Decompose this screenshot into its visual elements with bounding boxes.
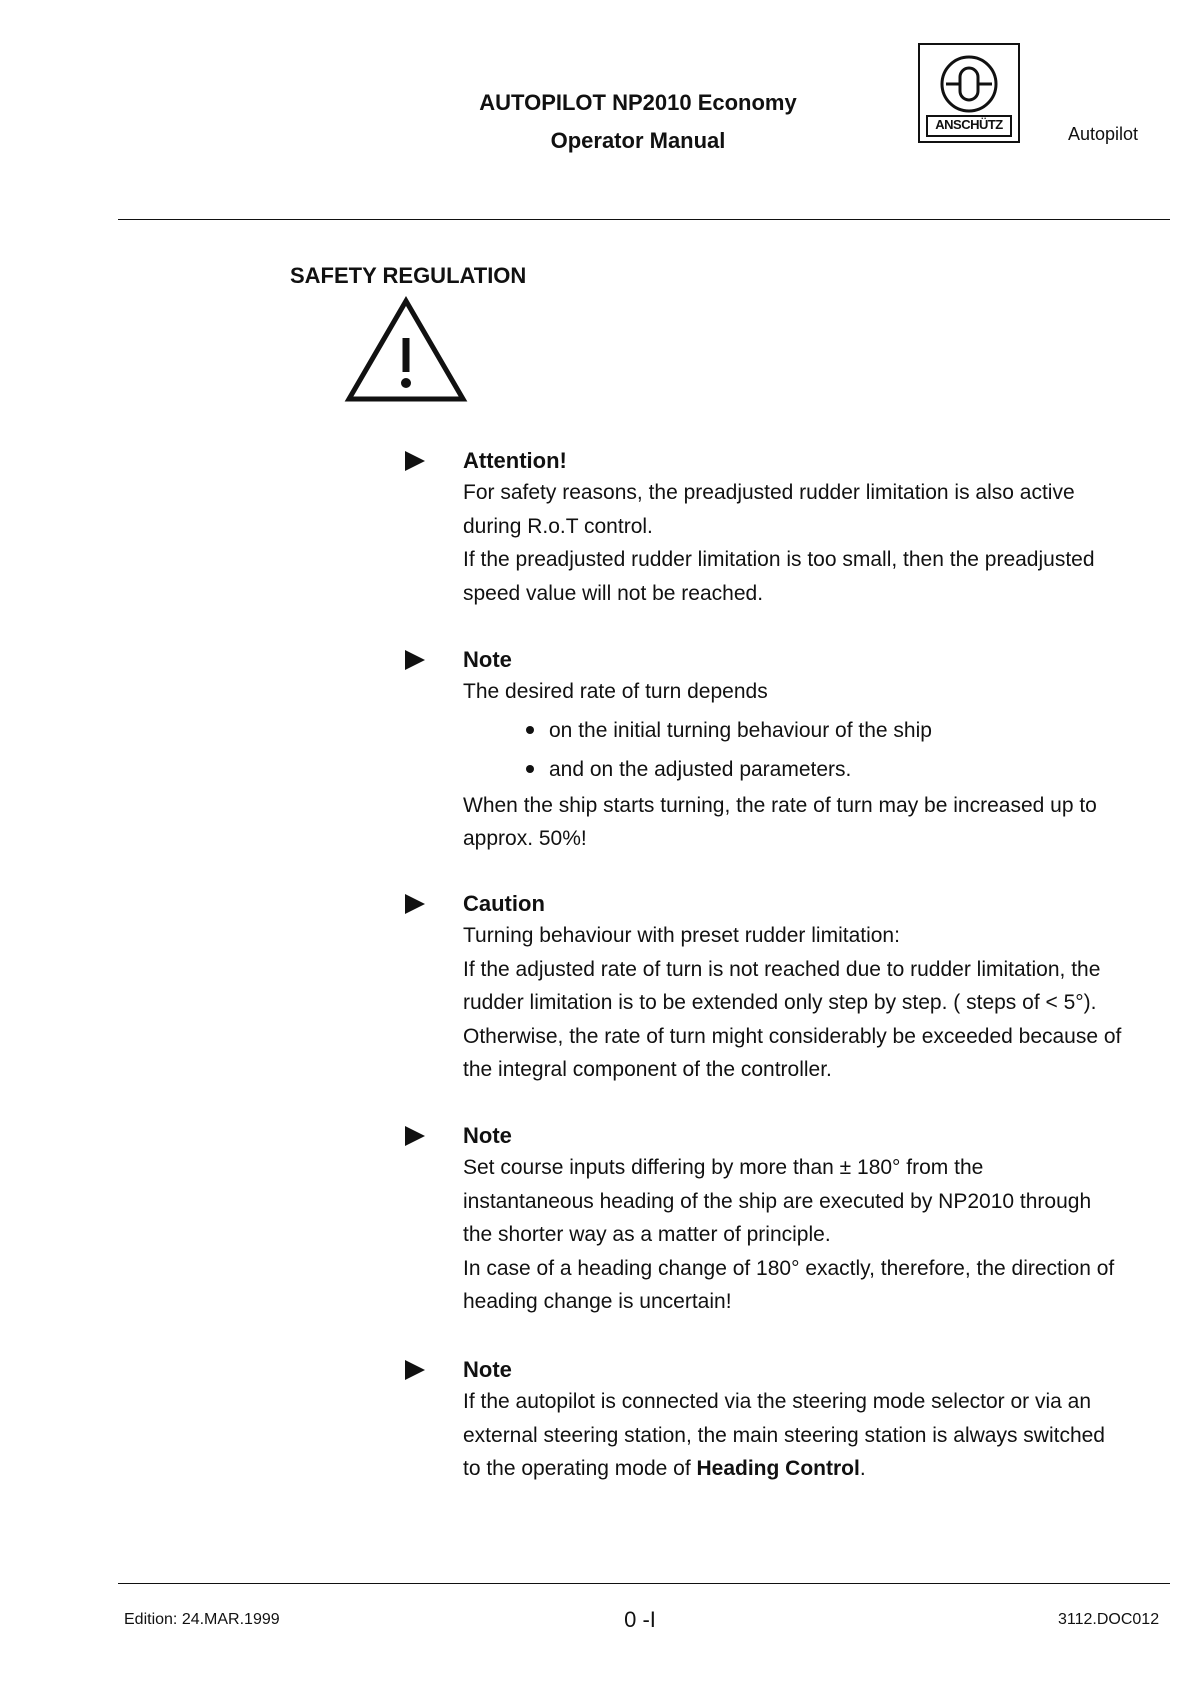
text-line: If the autopilot is connected via the steering mode selector or via an bbox=[463, 1390, 1092, 1413]
bullet-item: on the initial turning behaviour of the ship bbox=[463, 711, 1183, 750]
text-line: Turning behaviour with preset rudder limitation: bbox=[463, 924, 900, 947]
edition-date: Edition: 24.MAR.1999 bbox=[124, 1611, 280, 1628]
caution-title: Caution bbox=[463, 891, 545, 916]
text-line: during R.o.T control. bbox=[463, 514, 653, 538]
attention-title: Attention! bbox=[463, 448, 567, 473]
bullet-item: and on the adjusted parameters. bbox=[463, 750, 1183, 789]
logo-wordmark: ANSCHÜTZ bbox=[926, 115, 1012, 137]
anschutz-emblem-icon bbox=[920, 49, 1018, 121]
arrow-right-icon bbox=[404, 893, 426, 915]
text-line: rudder limitation is to be extended only step by step. ( steps of < 5°). bbox=[463, 991, 1097, 1014]
text-line: For safety reasons, the preadjusted rudder limitation is also active bbox=[463, 481, 1075, 504]
arrow-right-icon bbox=[404, 1359, 426, 1381]
arrow-right-icon bbox=[404, 649, 426, 671]
header-divider bbox=[118, 219, 1170, 220]
note-title: Note bbox=[463, 1357, 512, 1382]
document-id: 3112.DOC012 bbox=[1058, 1611, 1160, 1628]
document-subtitle: Operator Manual bbox=[550, 128, 726, 153]
anschutz-logo bbox=[918, 43, 1020, 143]
text-line: approx. 50%! bbox=[463, 827, 587, 850]
header-section-label: Autopilot bbox=[1068, 124, 1139, 144]
text-line: Otherwise, the rate of turn might considerably be exceeded because of bbox=[463, 1024, 1122, 1048]
text-line-prefix: to the operating mode of bbox=[463, 1457, 697, 1480]
page-number: 0 -I bbox=[624, 1607, 656, 1632]
text-line: Set course inputs differing by more than ± 180° from the bbox=[463, 1156, 984, 1179]
text-line: instantaneous heading of the ship are executed by NP2010 through bbox=[463, 1189, 1092, 1213]
heading-control-term: Heading Control bbox=[696, 1457, 860, 1480]
text-line: external steering station, the main steering station is always switched bbox=[463, 1423, 1105, 1447]
section-title: SAFETY REGULATION bbox=[290, 263, 527, 288]
text-line-suffix: . bbox=[859, 1457, 866, 1480]
text-line: the shorter way as a matter of principle. bbox=[463, 1223, 831, 1246]
document-title: AUTOPILOT NP2010 Economy bbox=[479, 90, 797, 115]
footer-divider bbox=[118, 1583, 1170, 1584]
bullet-list bbox=[463, 711, 1183, 789]
note-title: Note bbox=[463, 1123, 512, 1148]
warning-triangle-icon bbox=[344, 296, 468, 404]
text-line: The desired rate of turn depends bbox=[463, 680, 768, 703]
note-title: Note bbox=[463, 647, 512, 672]
text-line: the integral component of the controller. bbox=[463, 1058, 832, 1081]
arrow-right-icon bbox=[404, 450, 426, 472]
text-line: speed value will not be reached. bbox=[463, 581, 764, 605]
text-line: If the adjusted rate of turn is not reached due to rudder limitation, the bbox=[463, 957, 1101, 981]
text-line: heading change is uncertain! bbox=[463, 1290, 732, 1313]
text-line: In case of a heading change of 180° exactly, therefore, the direction of bbox=[463, 1256, 1115, 1280]
text-line: If the preadjusted rudder limitation is too small, then the preadjusted bbox=[463, 548, 1095, 571]
text-line bbox=[463, 1452, 1183, 1486]
text-line: When the ship starts turning, the rate of turn may be increased up to bbox=[463, 793, 1097, 817]
arrow-right-icon bbox=[404, 1125, 426, 1147]
